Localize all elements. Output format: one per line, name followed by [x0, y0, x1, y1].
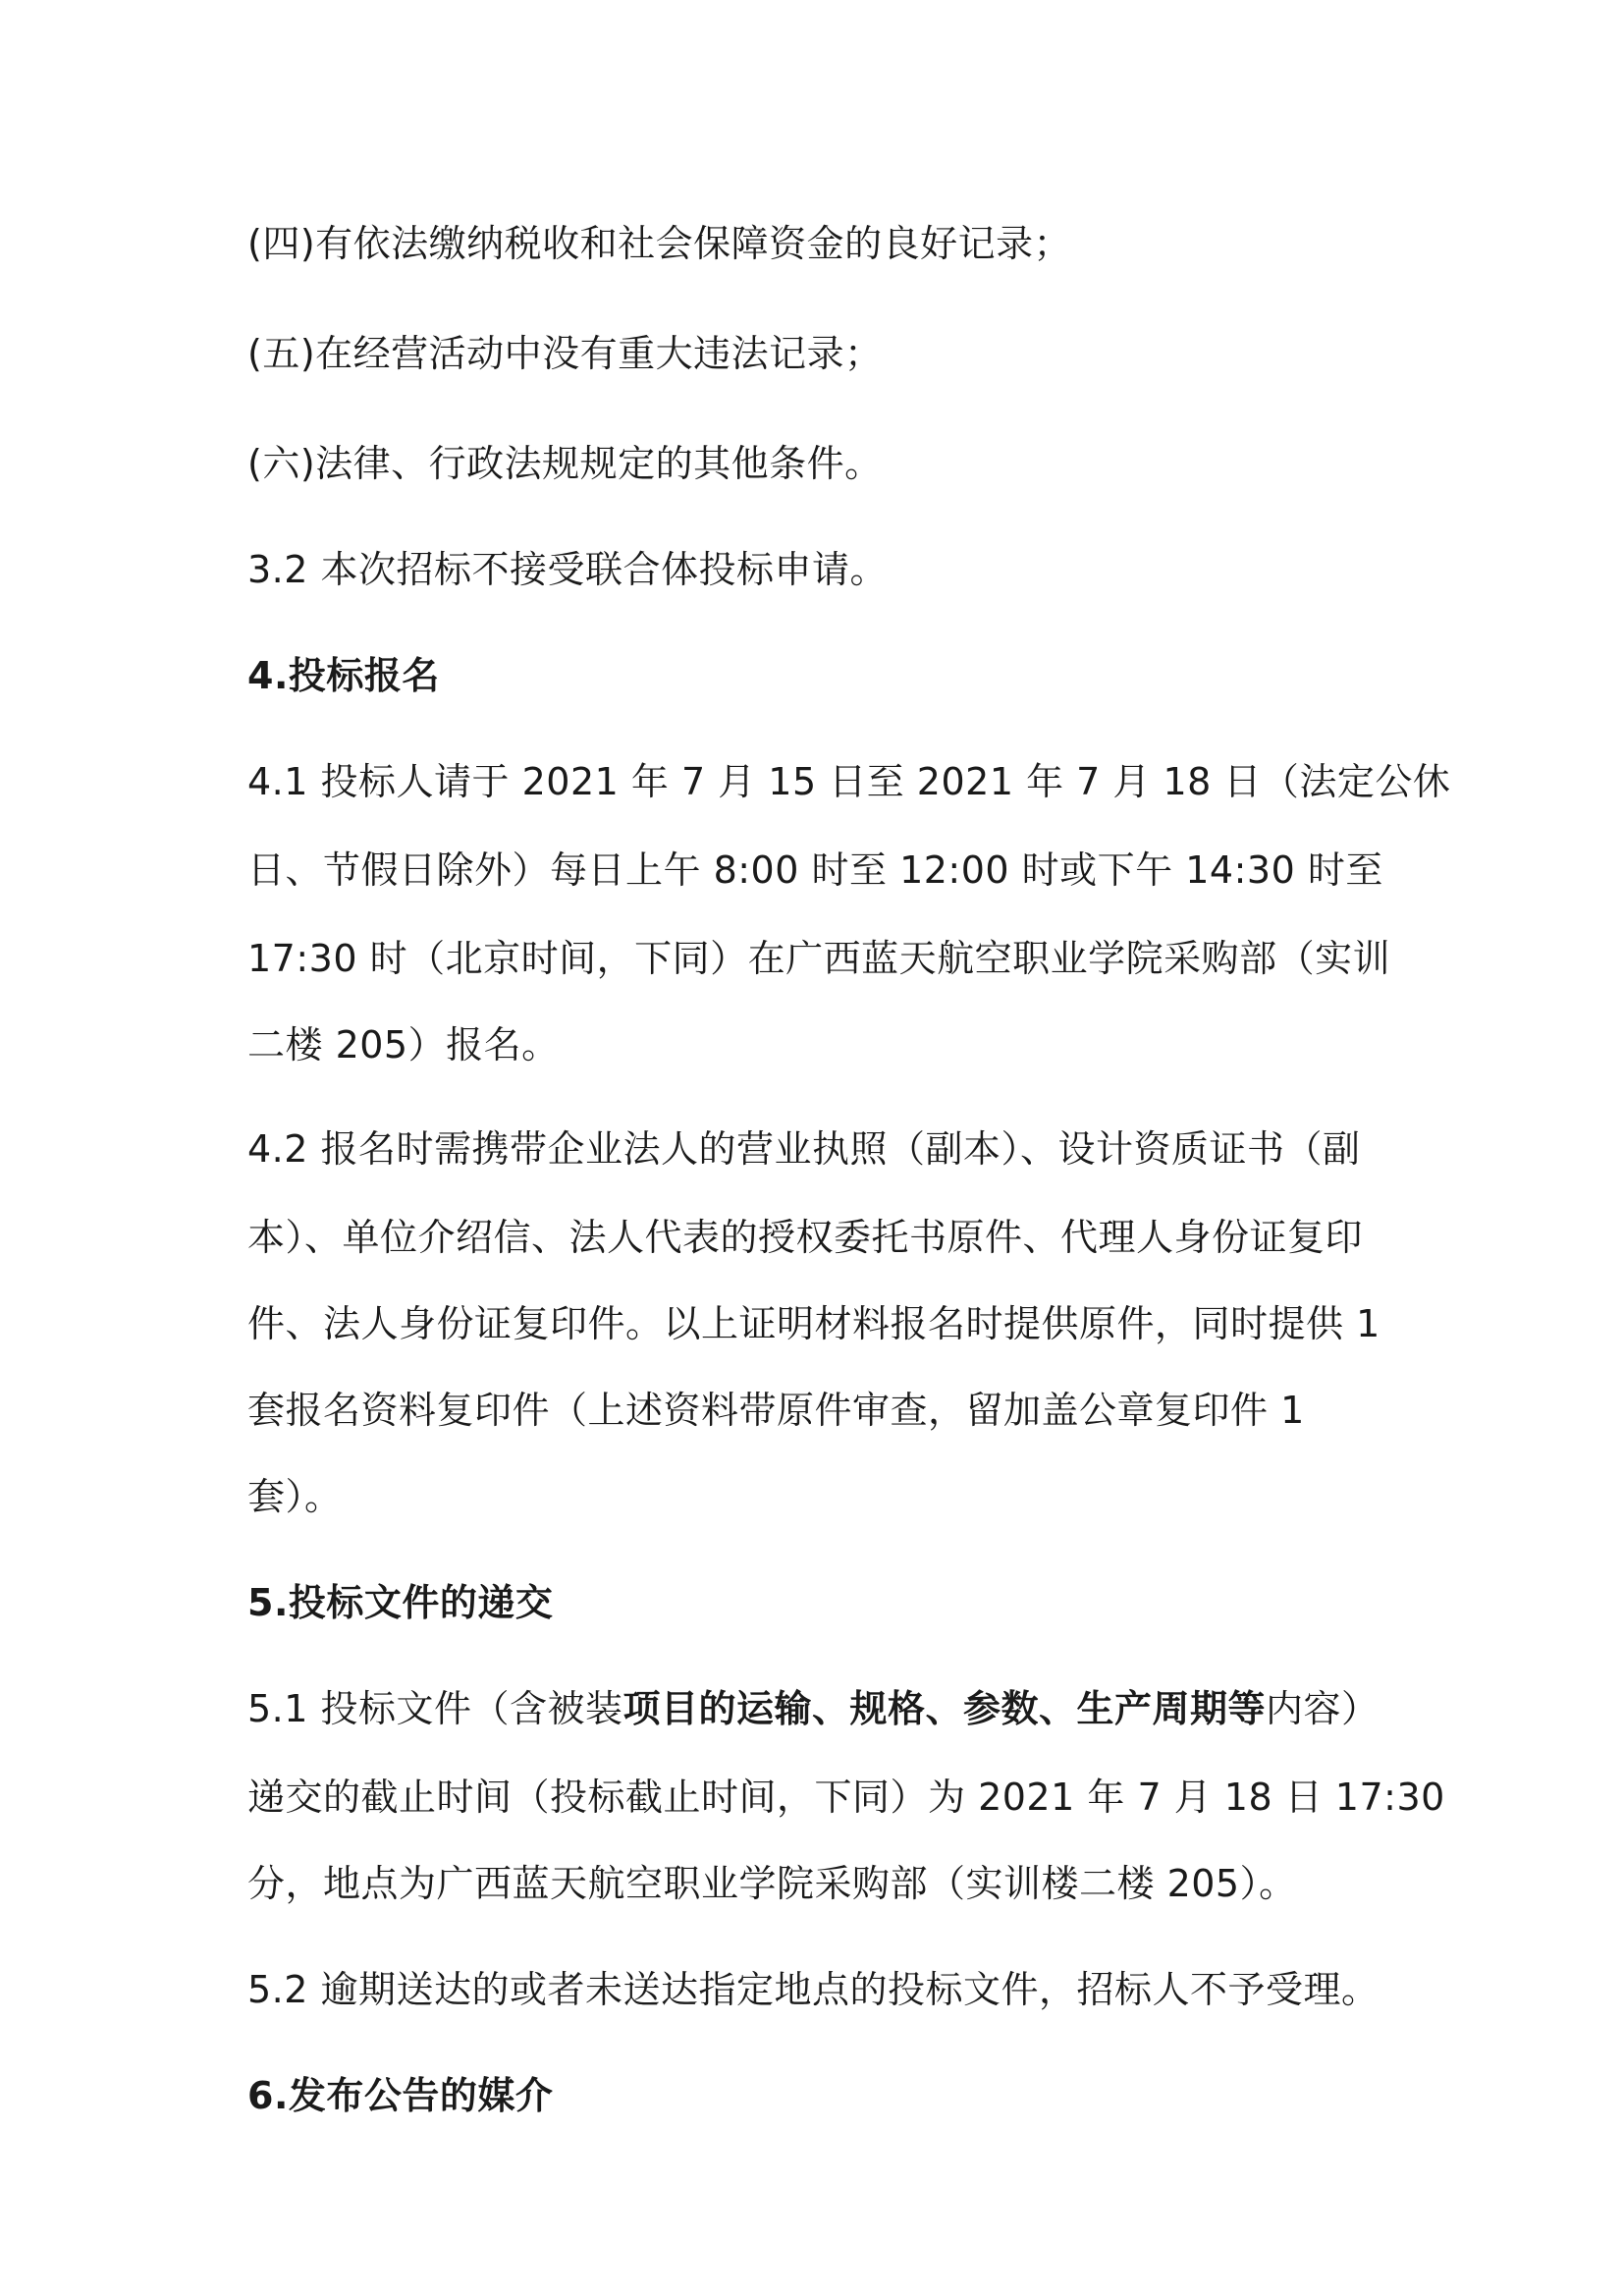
clause-5-2: 5.2 逾期送达的或者未送达指定地点的投标文件，招标人不予受理。 — [247, 1968, 1380, 2011]
clause-5-1-line-2: 递交的截止时间（投标截止时间，下同）为 2021 年 7 月 18 日 17:30 — [247, 1776, 1445, 1819]
clause-5-1-text-bold: 项目的运输、规格、参数、生产周期等 — [622, 1687, 1267, 1730]
clause-4-2-line-1: 4.2 报名时需携带企业法人的营业执照（副本）、设计资质证书（副 — [247, 1127, 1361, 1171]
condition-5: (五)在经营活动中没有重大违法记录； — [247, 332, 883, 375]
clause-3-2: 3.2 本次招标不接受联合体投标申请。 — [247, 548, 889, 591]
clause-4-1-line-2: 日、节假日除外）每日上午 8:00 时至 12:00 时或下午 14:30 时至 — [247, 848, 1383, 892]
clause-5-1-text-pre: 5.1 投标文件（含被装 — [247, 1687, 623, 1730]
section-heading-5: 5.投标文件的递交 — [247, 1581, 554, 1624]
clause-5-1-line-3: 分，地点为广西蓝天航空职业学院采购部（实训楼二楼 205）。 — [247, 1862, 1297, 1905]
section-heading-4: 4.投标报名 — [247, 654, 440, 697]
condition-6: (六)法律、行政法规规定的其他条件。 — [247, 442, 883, 485]
clause-4-2-line-4: 套报名资料复印件（上述资料带原件审查，留加盖公章复印件 1 — [247, 1389, 1305, 1432]
clause-4-1-line-1: 4.1 投标人请于 2021 年 7 月 15 日至 2021 年 7 月 18 日（法定公休 — [247, 760, 1451, 803]
condition-4: (四)有依法缴纳税收和社会保障资金的良好记录； — [247, 222, 1072, 265]
clause-4-1-line-3: 17:30 时（北京时间，下同）在广西蓝天航空职业学院采购部（实训 — [247, 937, 1391, 980]
clause-4-1-line-4: 二楼 205）报名。 — [247, 1023, 560, 1066]
clause-4-2-line-2: 本）、单位介绍信、法人代表的授权委托书原件、代理人身份证复印 — [247, 1216, 1364, 1259]
section-heading-6: 6.发布公告的媒介 — [247, 2074, 554, 2117]
clause-4-2-line-5: 套）。 — [247, 1475, 343, 1518]
clause-4-2-line-3: 件、法人身份证复印件。以上证明材料报名时提供原件，同时提供 1 — [247, 1302, 1380, 1345]
clause-5-1-text-post: 内容） — [1266, 1687, 1380, 1730]
clause-5-1-line-1 — [247, 1685, 1380, 1732]
